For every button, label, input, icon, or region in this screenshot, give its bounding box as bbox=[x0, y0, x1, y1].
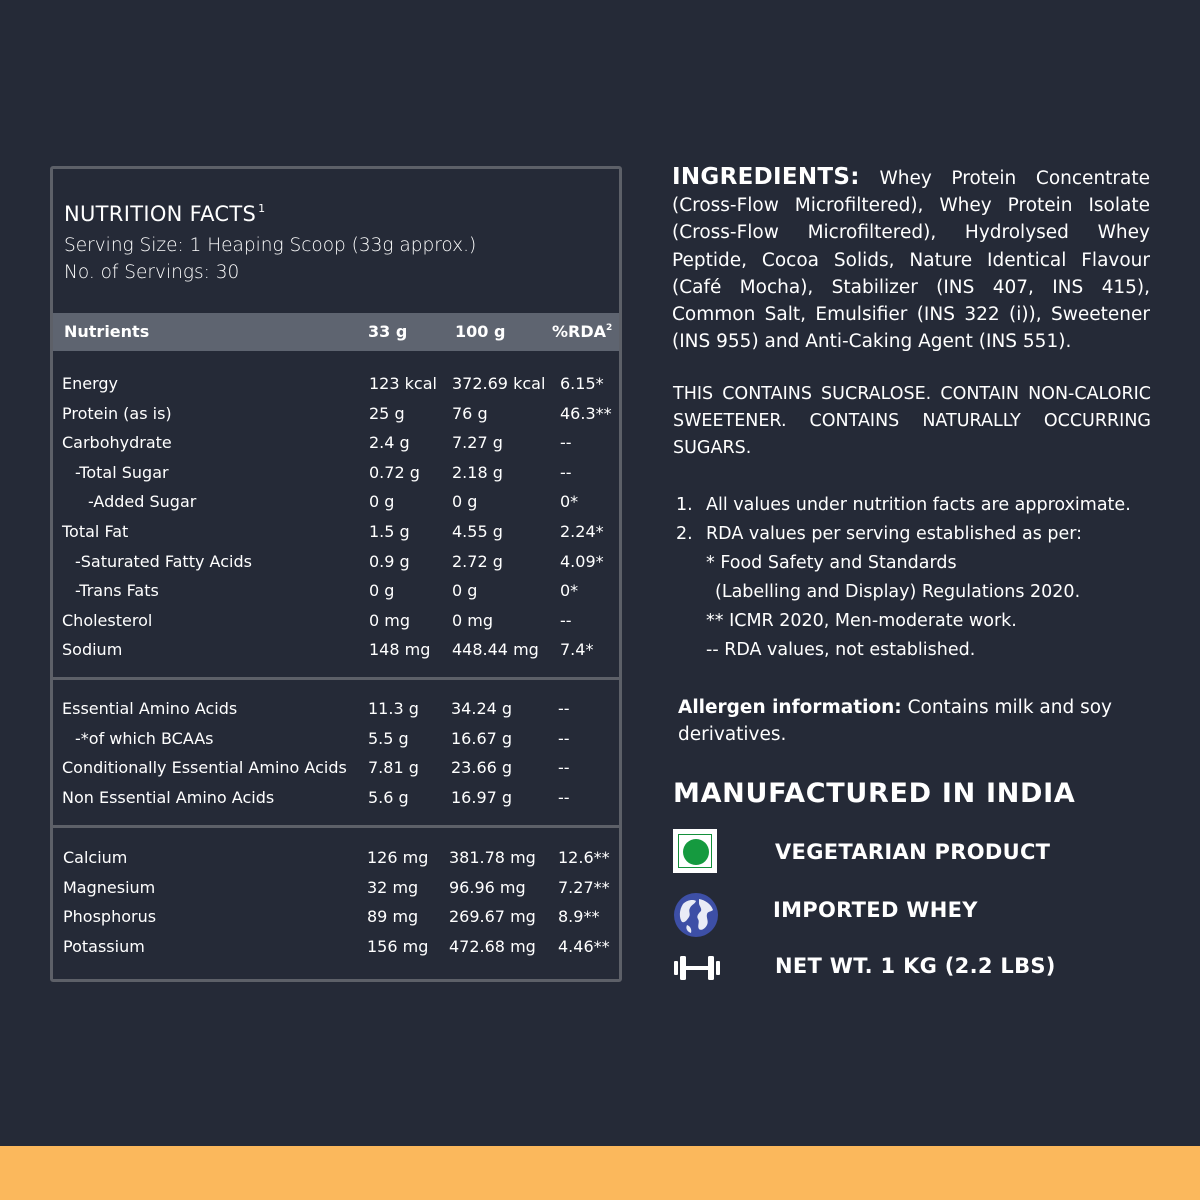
ingredients-text: Whey Protein Concentrate (Cross-Flow Microfiltered), Whey Protein Isolate (Cross-Flow Microfiltered), Hydrolysed Whey Peptide, Cocoa Solids, Nature Identical Flavour (Café Mocha), Stabilizer (INS 407, INS 415), Common Salt, Emulsifier (INS 322 (i)), Sweetener (INS 955) and Anti-Caking Agent (INS 551). bbox=[672, 168, 1150, 353]
nutrient-name: Carbohydrate bbox=[62, 433, 172, 453]
nutrient-value-v33: 0 g bbox=[369, 492, 395, 512]
note-2-number: 2. bbox=[676, 524, 693, 544]
nutrient-name: -*of which BCAAs bbox=[75, 728, 214, 748]
nutrient-value-v33: 32 mg bbox=[367, 877, 419, 897]
nutrient-value-v100: 34.24 g bbox=[451, 699, 513, 718]
nutrient-value-v100: 4.55 g bbox=[452, 522, 503, 541]
nutrient-name: Non Essential Amino Acids bbox=[62, 787, 275, 807]
header-rda: %RDA$^2$ bbox=[552, 322, 613, 341]
section-divider bbox=[53, 825, 619, 828]
nutrient-value-v100: 23.66 g bbox=[451, 758, 513, 778]
allergen-information bbox=[678, 694, 1148, 748]
header-nutrients: Nutrients bbox=[64, 322, 150, 341]
nutrient-value-rda: 2.24* bbox=[560, 522, 604, 541]
nutrient-name: Total Fat bbox=[62, 522, 129, 541]
nutrient-name: Potassium bbox=[63, 936, 145, 956]
nutrient-value-rda: 7.27** bbox=[558, 877, 610, 897]
nutrient-value-rda: 46.3** bbox=[560, 403, 612, 423]
nutrient-name: Phosphorus bbox=[63, 907, 157, 927]
nutrient-value-v33: 5.5 g bbox=[368, 728, 409, 748]
nutrient-value-v100: 16.97 g bbox=[451, 787, 513, 807]
nutrient-value-rda: 0* bbox=[560, 492, 579, 512]
nutrient-value-rda: 12.6** bbox=[558, 848, 610, 867]
vegetarian-mark-icon bbox=[673, 829, 717, 873]
nutrient-name: Calcium bbox=[63, 848, 128, 867]
note-2-icmr: ** ICMR 2020, Men-moderate work. bbox=[706, 611, 1017, 631]
nutrient-name: Essential Amino Acids bbox=[62, 699, 238, 718]
nutrient-value-v33: 156 mg bbox=[367, 936, 429, 956]
nutrient-value-v100: 269.67 mg bbox=[449, 907, 536, 927]
manufactured-in-india: MANUFACTURED IN INDIA bbox=[673, 778, 1076, 809]
section-divider bbox=[53, 677, 619, 680]
nutrient-name: -Trans Fats bbox=[75, 581, 159, 601]
nutrient-name: Energy bbox=[62, 374, 119, 393]
nutrient-value-v33: 0 mg bbox=[369, 610, 411, 630]
nutrient-name: Sodium bbox=[62, 640, 123, 660]
nutrition-facts-panel bbox=[50, 166, 622, 982]
nutrient-value-v100: 16.67 g bbox=[451, 728, 513, 748]
nutrient-name: Protein (as is) bbox=[62, 403, 172, 423]
note-2-regulations: (Labelling and Display) Regulations 2020. bbox=[715, 582, 1081, 602]
nutrient-name: -Total Sugar bbox=[75, 462, 169, 482]
nutrient-value-v33: 0 g bbox=[369, 581, 395, 601]
nutrient-name: Cholesterol bbox=[62, 610, 153, 630]
nutrition-table-header bbox=[53, 313, 619, 351]
imported-whey-label: IMPORTED WHEY bbox=[773, 898, 978, 922]
nutrient-value-v33: 123 kcal bbox=[369, 374, 437, 393]
nutrient-value-v100: 2.72 g bbox=[452, 551, 503, 571]
nutrient-value-rda: -- bbox=[558, 787, 570, 807]
servings-count: No. of Servings: 30 bbox=[64, 262, 240, 283]
nutrient-value-rda: 4.09* bbox=[560, 551, 604, 571]
net-weight-label: NET WT. 1 KG (2.2 LBS) bbox=[775, 954, 1056, 978]
nutrient-value-v33: 7.81 g bbox=[368, 758, 419, 778]
nutrient-value-rda: 0* bbox=[560, 581, 579, 601]
allergen-text: Contains milk and soy derivatives. bbox=[678, 697, 1113, 746]
globe-icon bbox=[673, 892, 719, 938]
nutrient-value-v33: 126 mg bbox=[367, 848, 429, 867]
nutrient-value-rda: -- bbox=[558, 699, 570, 718]
nutrition-facts-title: NUTRITION FACTS $^1$ bbox=[64, 202, 266, 226]
header-100g: 100 g bbox=[455, 322, 506, 341]
header-33g: 33 g bbox=[368, 322, 408, 341]
note-1-number: 1. bbox=[676, 495, 693, 515]
nutrient-name: -Added Sugar bbox=[88, 492, 197, 512]
nutrient-value-rda: -- bbox=[558, 758, 570, 778]
vegetarian-product-label: VEGETARIAN PRODUCT bbox=[775, 840, 1051, 864]
nutrient-name: Magnesium bbox=[63, 877, 156, 897]
nutrient-value-rda: 8.9** bbox=[558, 907, 600, 927]
nutrient-value-v100: 7.27 g bbox=[452, 433, 503, 453]
nutrient-value-v100: 76 g bbox=[452, 403, 488, 423]
note-2-not-established: -- RDA values, not established. bbox=[706, 640, 976, 660]
note-2-fssai: * Food Safety and Standards bbox=[706, 553, 957, 573]
nutrient-value-v33: 148 mg bbox=[369, 640, 431, 660]
nutrient-value-rda: 6.15* bbox=[560, 374, 604, 393]
allergen-label: Allergen information: bbox=[678, 697, 902, 718]
nutrient-value-v33: 89 mg bbox=[367, 907, 419, 927]
dumbbell-icon bbox=[673, 953, 721, 983]
nutrient-value-v33: 11.3 g bbox=[368, 699, 419, 718]
serving-size: Serving Size: 1 Heaping Scoop (33g approx.) bbox=[64, 235, 477, 256]
nutrient-name: Conditionally Essential Amino Acids bbox=[62, 758, 347, 778]
nutrient-value-v33: 2.4 g bbox=[369, 433, 410, 453]
nutrient-value-rda: 4.46** bbox=[558, 936, 610, 956]
nutrient-value-v100: 2.18 g bbox=[452, 462, 503, 482]
note-1-text: All values under nutrition facts are approximate. bbox=[706, 495, 1131, 515]
nutrient-value-v100: 472.68 mg bbox=[449, 936, 536, 956]
nutrient-value-v100: 0 g bbox=[452, 492, 478, 512]
ingredients-block bbox=[672, 164, 1150, 355]
nutrient-value-v100: 0 g bbox=[452, 581, 478, 601]
nutrient-value-v33: 0.72 g bbox=[369, 462, 420, 482]
nutrient-value-rda: -- bbox=[560, 610, 572, 630]
nutrient-value-rda: -- bbox=[560, 462, 572, 482]
ingredients-title: INGREDIENTS: bbox=[672, 164, 860, 190]
nutrient-value-v33: 25 g bbox=[369, 403, 405, 423]
nutrient-value-v33: 5.6 g bbox=[368, 787, 409, 807]
nutrient-value-rda: -- bbox=[560, 433, 572, 453]
nutrient-name: -Saturated Fatty Acids bbox=[75, 551, 252, 571]
nutrient-value-v100: 448.44 mg bbox=[452, 640, 539, 660]
nutrient-value-v100: 96.96 mg bbox=[449, 877, 526, 897]
nutrient-value-rda: -- bbox=[558, 728, 570, 748]
nutrient-value-v33: 0.9 g bbox=[369, 551, 410, 571]
nutrient-value-v33: 1.5 g bbox=[369, 522, 410, 541]
nutrient-value-rda: 7.4* bbox=[560, 640, 594, 660]
bottom-accent-bar bbox=[0, 1146, 1200, 1200]
sweetener-warning: THIS CONTAINS SUCRALOSE. CONTAIN NON-CALORIC SWEETENER. CONTAINS NATURALLY OCCURRING SUGARS. bbox=[673, 384, 1151, 459]
note-2-text: RDA values per serving established as per: bbox=[706, 524, 1083, 544]
nutrient-value-v100: 381.78 mg bbox=[449, 848, 536, 867]
nutrient-value-v100: 372.69 kcal bbox=[452, 374, 546, 393]
nutrient-value-v100: 0 mg bbox=[452, 610, 494, 630]
